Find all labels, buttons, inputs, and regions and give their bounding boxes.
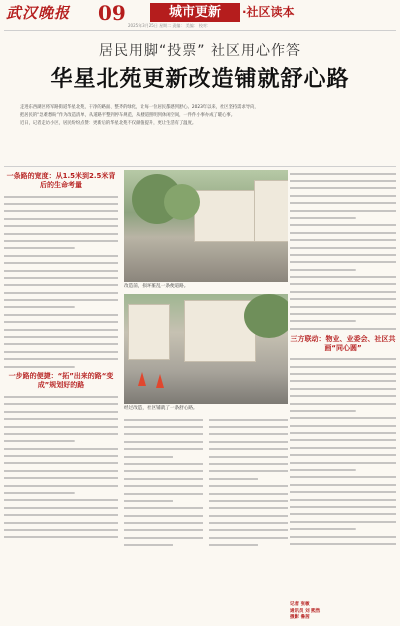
text-line — [4, 438, 118, 445]
text-line — [209, 490, 288, 497]
text-line — [209, 527, 288, 534]
text-line — [290, 192, 396, 199]
text-line — [124, 490, 203, 497]
text-line — [4, 252, 118, 259]
text-line — [4, 282, 118, 289]
text-line — [290, 214, 396, 221]
text-line — [290, 415, 396, 422]
text-line — [290, 318, 396, 325]
text-line — [290, 511, 396, 518]
lead-line: 走进东西湖区将军路街道华星北苑，干净的路面、整齐的绿化，让每一位居民都感到舒心。2023年以来，社区坚持需求导向， — [20, 105, 259, 110]
article-credits — [290, 602, 396, 622]
text-line — [124, 475, 203, 482]
text-line — [4, 453, 118, 460]
text-line — [290, 518, 396, 525]
text-line — [124, 460, 203, 467]
body-text — [290, 356, 396, 548]
body-text — [209, 416, 288, 549]
text-line — [4, 296, 118, 303]
text-line — [124, 468, 203, 475]
text-line — [209, 446, 288, 453]
text-line — [4, 467, 118, 474]
text-line — [290, 393, 396, 400]
text-line — [4, 267, 118, 274]
text-line — [290, 422, 396, 429]
text-line — [4, 356, 118, 363]
text-line — [4, 319, 118, 326]
page-number: 09 — [98, 1, 126, 25]
text-line — [290, 207, 396, 214]
column-right — [290, 170, 396, 548]
text-line — [124, 483, 203, 490]
text-line — [290, 474, 396, 481]
text-line — [290, 325, 396, 332]
text-line — [290, 185, 396, 192]
text-line — [4, 416, 118, 423]
text-line — [124, 431, 203, 438]
text-line — [4, 193, 118, 200]
text-line — [209, 423, 288, 430]
text-line — [4, 348, 118, 355]
text-line — [4, 489, 118, 496]
lead-line: 近日，记者走访小区，居民纷纷点赞：更新后的华星北苑不仅颜值提升，更让生活有了温度。 — [20, 121, 197, 126]
text-line — [124, 534, 203, 541]
credit-line: 通讯员 刘 熙然 — [290, 608, 321, 614]
text-line — [4, 526, 118, 533]
text-line — [4, 274, 118, 281]
text-line — [290, 237, 396, 244]
text-line — [124, 446, 203, 453]
text-line — [4, 326, 118, 333]
text-line — [290, 466, 396, 473]
text-line — [209, 534, 288, 541]
text-line — [209, 497, 288, 504]
text-line — [290, 222, 396, 229]
masthead — [0, 0, 400, 30]
text-line — [4, 245, 118, 252]
text-line — [124, 505, 203, 512]
text-line — [4, 497, 118, 504]
text-line — [4, 311, 118, 318]
text-line — [290, 481, 396, 488]
text-line — [290, 385, 396, 392]
text-line — [290, 526, 396, 533]
text-line — [290, 281, 396, 288]
text-line — [290, 273, 396, 280]
text-line — [209, 416, 288, 423]
newspaper-brand: 武汉晚报 — [6, 4, 71, 22]
text-line — [4, 200, 118, 207]
credit-line: 摄影 鲁茜 — [290, 615, 310, 620]
text-line — [290, 259, 396, 266]
text-line — [209, 483, 288, 490]
text-line — [124, 438, 203, 445]
text-line — [4, 289, 118, 296]
text-line — [124, 423, 203, 430]
text-line — [290, 288, 396, 295]
text-line — [209, 438, 288, 445]
section-heading: 一条路的宽度：从1.5米到2.5米背后的生命考量 — [6, 172, 116, 189]
text-line — [4, 519, 118, 526]
text-line — [124, 512, 203, 519]
text-line — [4, 237, 118, 244]
text-line — [290, 370, 396, 377]
text-line — [290, 266, 396, 273]
text-line — [209, 505, 288, 512]
section-heading: 三方联动：物业、业委会、社区共画“同心圆” — [290, 334, 396, 352]
text-line — [290, 496, 396, 503]
article-lead — [20, 104, 380, 128]
column-middle — [124, 170, 288, 549]
text-line — [4, 534, 118, 541]
text-line — [209, 460, 288, 467]
text-line — [290, 400, 396, 407]
text-line — [290, 296, 396, 303]
text-line — [209, 431, 288, 438]
text-line — [4, 504, 118, 511]
text-line — [4, 475, 118, 482]
text-line — [124, 519, 203, 526]
text-line — [4, 341, 118, 348]
photo-caption: 经过改造，社区铺就了一条舒心路。 — [124, 406, 198, 411]
section-heading: 一步路的便捷：“拓”出来的路“变成”规划好的路 — [8, 372, 114, 390]
text-line — [4, 430, 118, 437]
body-text — [4, 193, 118, 370]
text-line — [124, 527, 203, 534]
text-line — [290, 459, 396, 466]
text-line — [290, 378, 396, 385]
section-suffix: ·社区读本 — [242, 5, 295, 19]
credit-line: 记者 张敏 — [290, 602, 310, 607]
text-line — [290, 229, 396, 236]
text-line — [4, 482, 118, 489]
section-title: 城市更新 — [150, 3, 240, 22]
text-line — [290, 244, 396, 251]
text-line — [290, 200, 396, 207]
text-line — [4, 363, 118, 370]
text-line — [290, 303, 396, 310]
text-line — [290, 430, 396, 437]
article-subtitle: 居民用脚“投票” 社区用心作答 — [99, 43, 301, 59]
date-line: 2025年3月25日 星期二 责编： 美编： 校对： — [128, 23, 211, 28]
text-line — [290, 356, 396, 363]
text-line — [4, 401, 118, 408]
photo-before — [124, 170, 288, 282]
text-line — [290, 540, 396, 547]
text-line — [124, 542, 203, 549]
text-line — [4, 223, 118, 230]
text-line — [290, 363, 396, 370]
text-line — [290, 489, 396, 496]
body-text — [124, 416, 203, 549]
text-line — [290, 437, 396, 444]
text-line — [209, 453, 288, 460]
text-line — [290, 444, 396, 451]
text-line — [4, 408, 118, 415]
text-line — [4, 445, 118, 452]
text-line — [290, 177, 396, 184]
top-rule — [4, 30, 396, 31]
text-line — [209, 468, 288, 475]
text-line — [4, 333, 118, 340]
column-left — [4, 170, 118, 541]
article-headline: 华星北苑更新改造铺就舒心路 — [50, 66, 350, 92]
lead-line: 把居民的“急难愁盼”作为改造清单，从道路平整到停车规范，从楼道照明到休闲空间，一件件小事办成了暖心事。 — [20, 113, 235, 118]
text-line — [4, 260, 118, 267]
text-line — [209, 512, 288, 519]
lead-rule — [4, 166, 396, 167]
text-line — [4, 423, 118, 430]
text-line — [290, 452, 396, 459]
text-line — [4, 215, 118, 222]
text-line — [209, 475, 288, 482]
text-line — [4, 304, 118, 311]
text-line — [4, 393, 118, 400]
body-text — [4, 393, 118, 541]
text-line — [209, 542, 288, 549]
text-line — [290, 503, 396, 510]
body-text — [290, 170, 396, 333]
text-line — [4, 460, 118, 467]
text-line — [290, 533, 396, 540]
text-line — [4, 208, 118, 215]
photo-after — [124, 294, 288, 404]
text-line — [124, 416, 203, 423]
text-line — [4, 230, 118, 237]
text-line — [209, 519, 288, 526]
text-line — [124, 453, 203, 460]
text-line — [4, 512, 118, 519]
text-line — [290, 251, 396, 258]
text-line — [290, 407, 396, 414]
photo-caption: 改造前，损坏脏乱一条便道路。 — [124, 284, 189, 289]
text-line — [290, 310, 396, 317]
text-line — [124, 497, 203, 504]
text-line — [290, 170, 396, 177]
